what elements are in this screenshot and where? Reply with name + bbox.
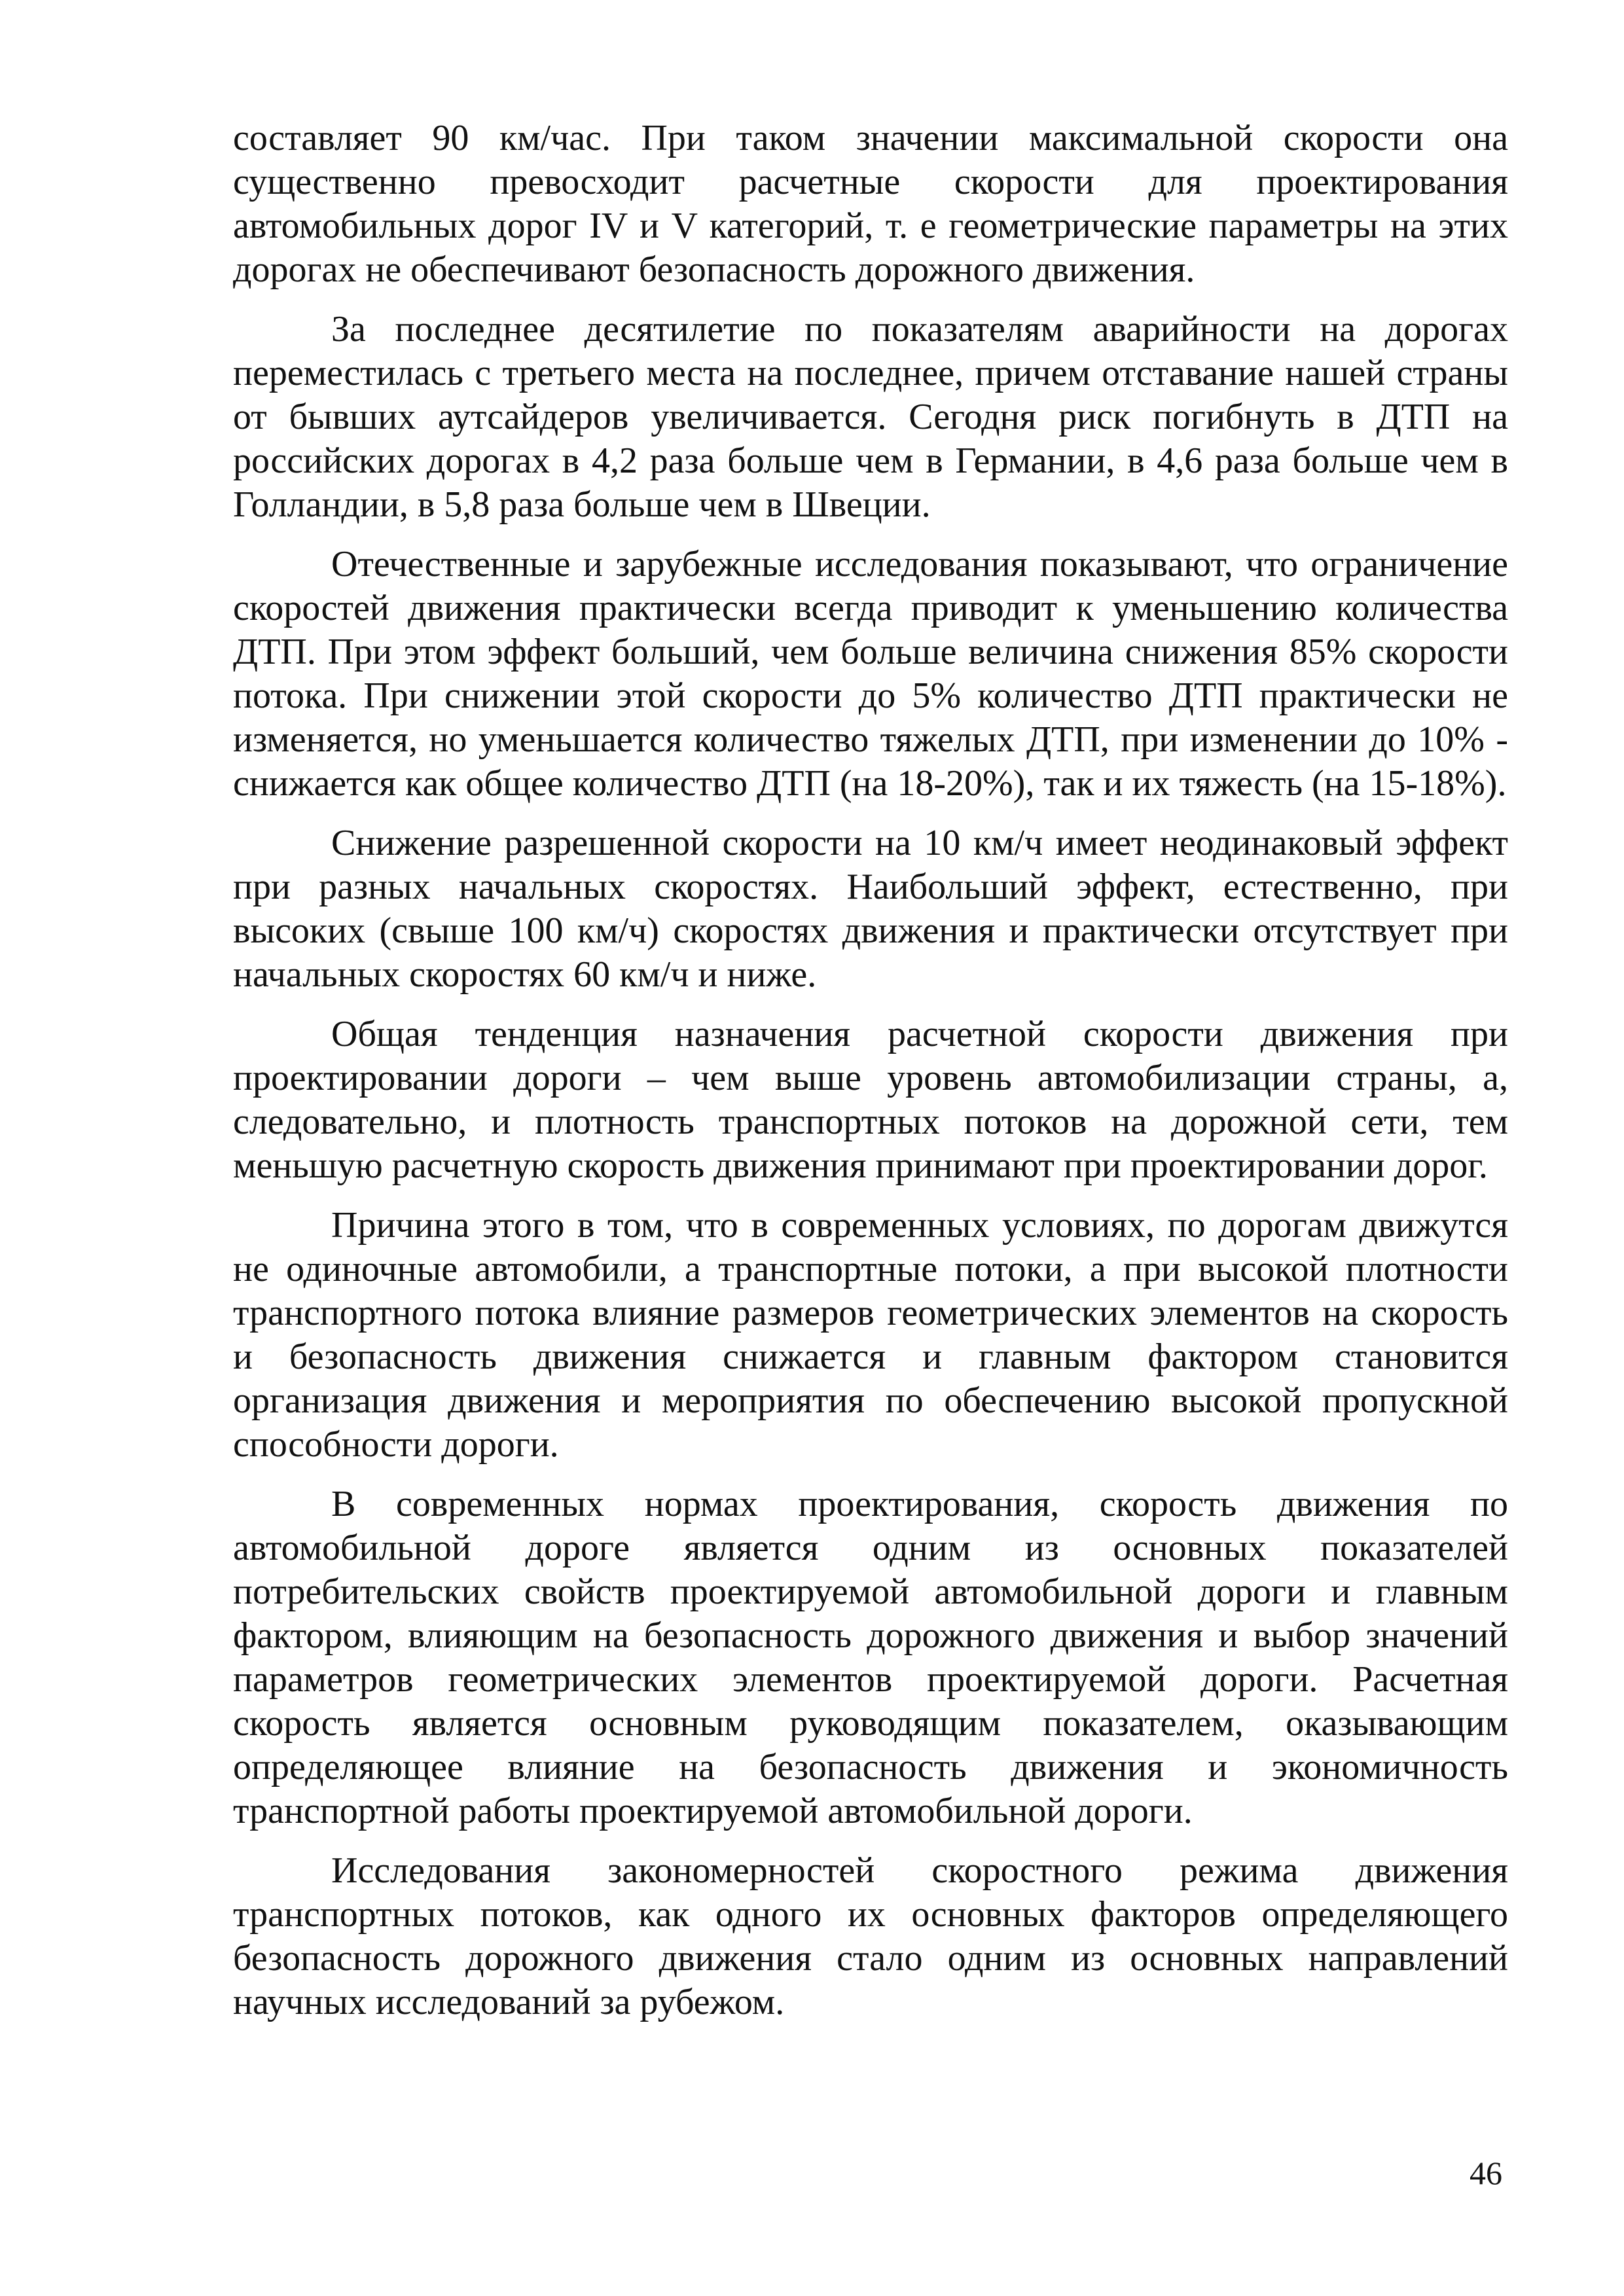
paragraph-permitted-speed-effect: Снижение разрешенной скорости на 10 км/ч имеет неодинаковый эффект при разных начальных скоростях. Наибольший эффект, естественно, при высоких (свыше 100 км/ч) скоростях движения и практически отсутствует при начальных скоростях 60 км/ч и ниже. <box>233 823 1508 995</box>
paragraph-research-direction: Исследования закономерностей скоростного режима движения транспортных потоков, как одного их основных факторов определяющего безопасность дорожного движения стало одним из основных направлений научных исследований за рубежом. <box>233 1850 1508 2022</box>
body-text <box>233 117 1508 2040</box>
paragraph-accident-statistics: За последнее десятилетие по показателям аварийности на дорогах переместилась с третьего места на последнее, причем отставание нашей страны от бывших аутсайдеров увеличивается. Сегодня риск погибнуть в ДТП на российских дорогах в 4,2 раза больше чем в Германии, в 4,6 раза больше чем в Голландии, в 5,8 раза больше чем в Швеции. <box>233 309 1508 525</box>
paragraph-design-norms: В современных нормах проектирования, скорость движения по автомобильной дороге является одним из основных показателей потребительских свойств проектируемой автомобильной дороги и главным фактором, влияющим на безопасность дорожного движения и выбор значений параметров геометрических элементов проектируемой дороги. Расчетная скорость является основным руководящим показателем, оказывающим определяющее влияние на безопасность движения и экономичность транспортной работы проектируемой автомобильной дороги. <box>233 1484 1508 1831</box>
paragraph-traffic-flow-reason: Причина этого в том, что в современных условиях, по дорогам движутся не одиночные автомобили, а транспортные потоки, а при высокой плотности транспортного потока влияние размеров геометрических элементов на скорость и безопасность движения снижается и главным фактором становится организация движения и мероприятия по обеспечению высокой пропускной способности дороги. <box>233 1205 1508 1465</box>
page-number: 46 <box>1470 2155 1502 2191</box>
paragraph-speed-reduction-research: Отечественные и зарубежные исследования показывают, что ограничение скоростей движения практически всегда приводит к уменьшению количества ДТП. При этом эффект больший, чем больше величина снижения 85% скорости потока. При снижении этой скорости до 5% количество ДТП практически не изменяется, но уменьшается количество тяжелых ДТП, при изменении до 10% - снижается как общее количество ДТП (на 18-20%), так и их тяжесть (на 15-18%). <box>233 544 1508 804</box>
paragraph-speed-limit-continuation: составляет 90 км/час. При таком значении максимальной скорости она существенно превосходит расчетные скорости для проектирования автомобильных дорог IV и V категорий, т. е геометрические параметры на этих дорогах не обеспечивают безопасность дорожного движения. <box>233 118 1508 290</box>
paragraph-design-speed-trend: Общая тенденция назначения расчетной скорости движения при проектировании дороги – чем выше уровень автомобилизации страны, а, следовательно, и плотность транспортных потоков на дорожной сети, тем меньшую расчетную скорость движения принимают при проектировании дорог. <box>233 1014 1508 1186</box>
